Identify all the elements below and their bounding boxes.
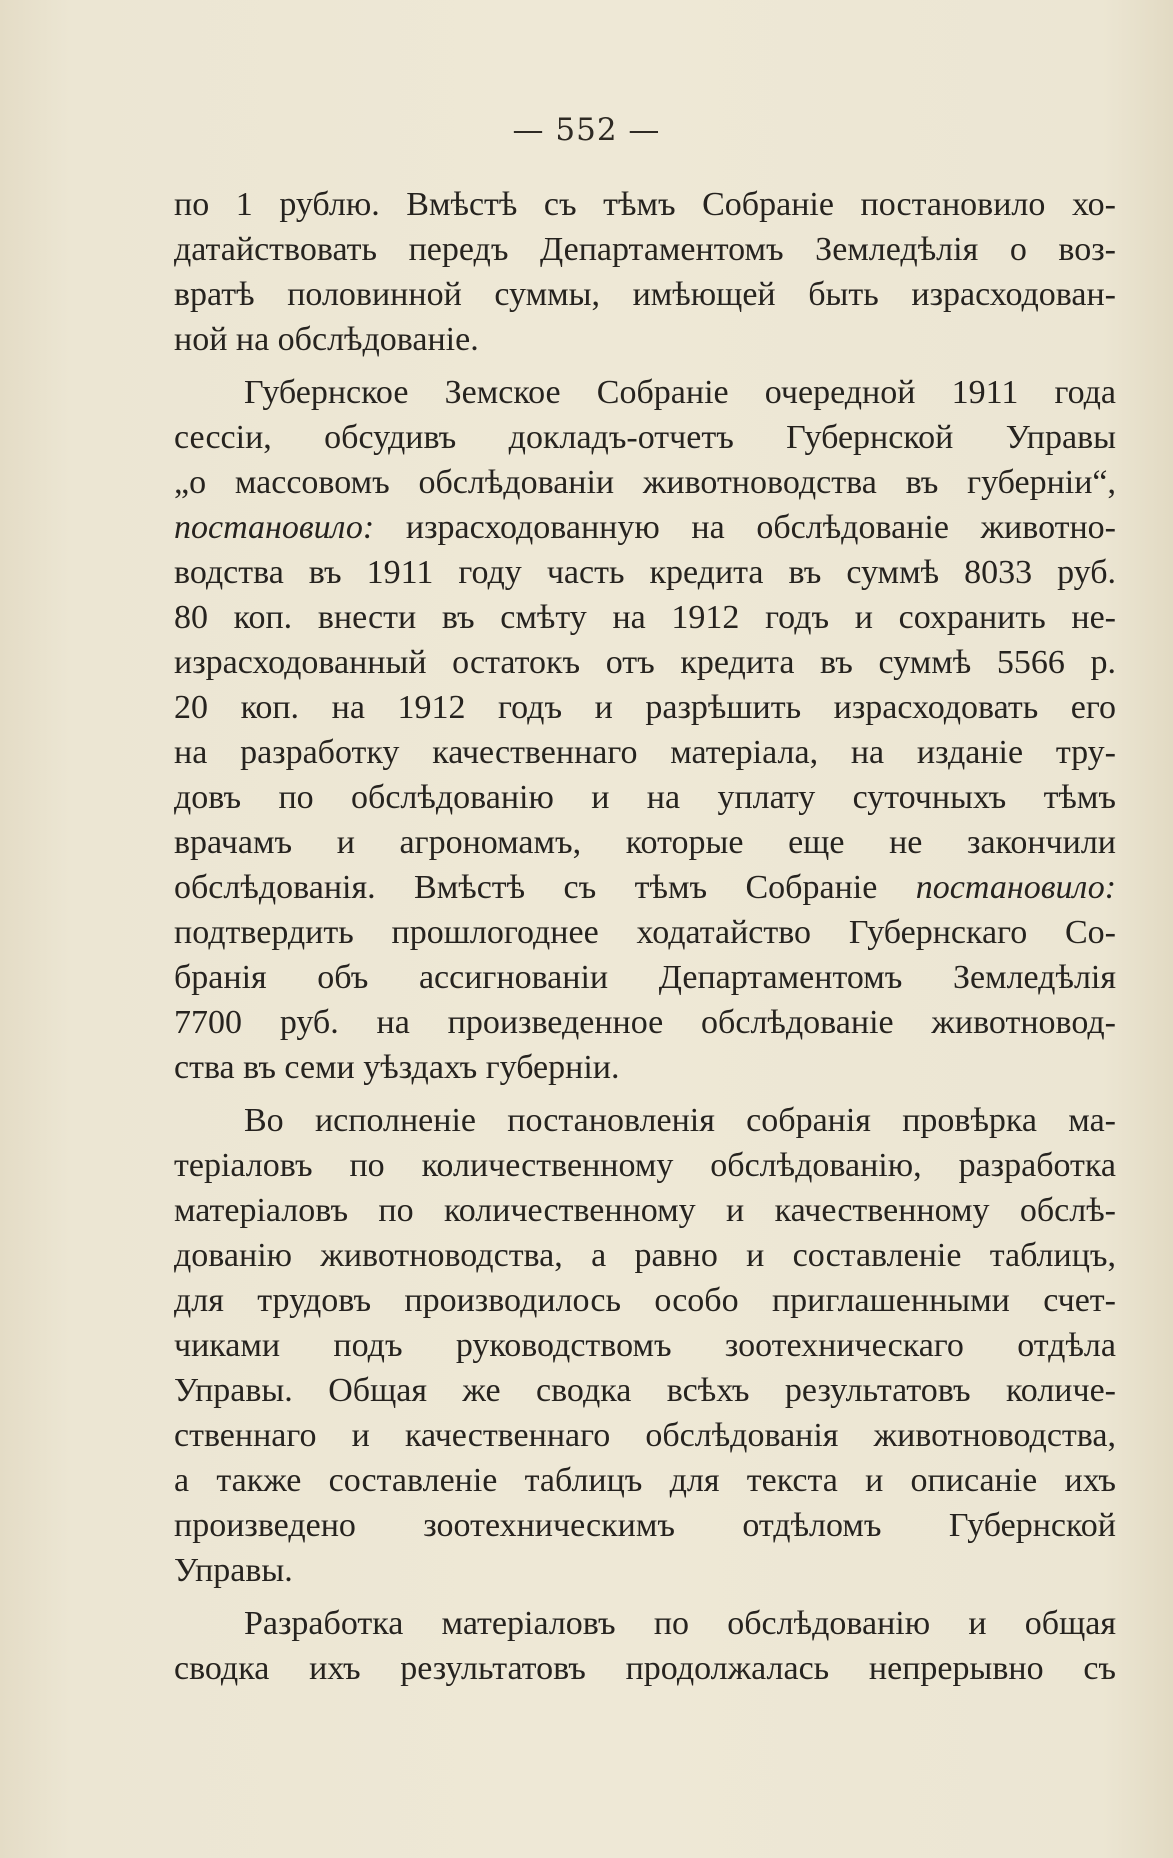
body-text [174,182,1116,1691]
text-line: Управы. Общая же сводка всѣхъ результатовъ количе- [174,1372,1116,1409]
text-line: 7700 руб. на произведенное обслѣдованіе животновод- [174,1004,1116,1041]
text-line: „о массовомъ обслѣдованіи животноводства въ губерніи“, [174,464,1116,501]
text-line: ства въ семи уѣздахъ губерніи. [174,1049,620,1086]
text-line: для трудовъ производилось особо приглашенными счет- [174,1282,1116,1319]
text-line: Во исполненіе постановленія собранія провѣрка ма- [244,1102,1116,1139]
text-line: а также составленіе таблицъ для текста и описаніе ихъ [174,1462,1116,1499]
paragraph-2 [174,370,1116,1090]
paragraph-4 [174,1601,1116,1691]
text-line: Разработка матеріаловъ по обслѣдованію и общая [244,1605,1116,1642]
text-line: ной на обслѣдованіе. [174,321,479,358]
text-line: 80 коп. внести въ смѣту на 1912 годъ и сохранить не- [174,599,1116,636]
text-line: водства въ 1911 году часть кредита въ суммѣ 8033 руб. [174,554,1116,591]
text-line: теріаловъ по количественному обслѣдованію, разработка [174,1147,1116,1184]
text-line [174,505,1116,550]
text-line: Губернское Земское Собраніе очередной 1911 года [244,374,1116,411]
text-line: довъ по обслѣдованію и на уплату суточныхъ тѣмъ [174,779,1116,816]
text-line: израсходованный остатокъ отъ кредита въ суммѣ 5566 р. [174,644,1116,681]
text-line: на разработку качественнаго матеріала, на изданіе тру- [174,734,1116,771]
text-line: чиками подъ руководствомъ зоотехническаго отдѣла [174,1327,1116,1364]
text-run: израсходованную на обслѣдованіе животно- [405,509,1117,546]
text-line: вратѣ половинной суммы, имѣющей быть израсходован- [174,276,1116,313]
text-line [174,865,1116,910]
text-line: Управы. [174,1552,293,1589]
text-line: 20 коп. на 1912 годъ и разрѣшить израсходовать его [174,689,1116,726]
text-line: сессіи, обсудивъ докладъ-отчетъ Губернской Управы [174,419,1116,456]
text-line: по 1 рублю. Вмѣстѣ съ тѣмъ Собраніе постановило хо- [174,186,1116,223]
emphasis-word: постановило: [915,869,1117,906]
text-line: матеріаловъ по количественному и качественному обслѣ- [174,1192,1116,1229]
text-line: дованію животноводства, а равно и составленіе таблицъ, [174,1237,1116,1274]
emphasis-word: постановило: [174,509,375,546]
text-line: ственнаго и качественнаго обслѣдованія животноводства, [174,1417,1116,1454]
text-line: бранія объ ассигнованіи Департаментомъ Земледѣлія [174,959,1116,996]
paragraph-1 [174,182,1116,362]
text-line: произведено зоотехническимъ отдѣломъ Губернской [174,1507,1116,1544]
text-line: датайствовать передъ Департаментомъ Земледѣлія о воз- [174,231,1116,268]
paragraph-3 [174,1098,1116,1593]
text-run: обслѣдованія. Вмѣстѣ съ тѣмъ Собраніе [174,869,878,906]
page-number: — 552 — [512,112,661,148]
text-line: врачамъ и агрономамъ, которые еще не закончили [174,824,1116,861]
text-line: подтвердить прошлогоднее ходатайство Губернскаго Со- [174,914,1116,951]
text-line: сводка ихъ результатовъ продолжалась непрерывно съ [174,1650,1116,1687]
